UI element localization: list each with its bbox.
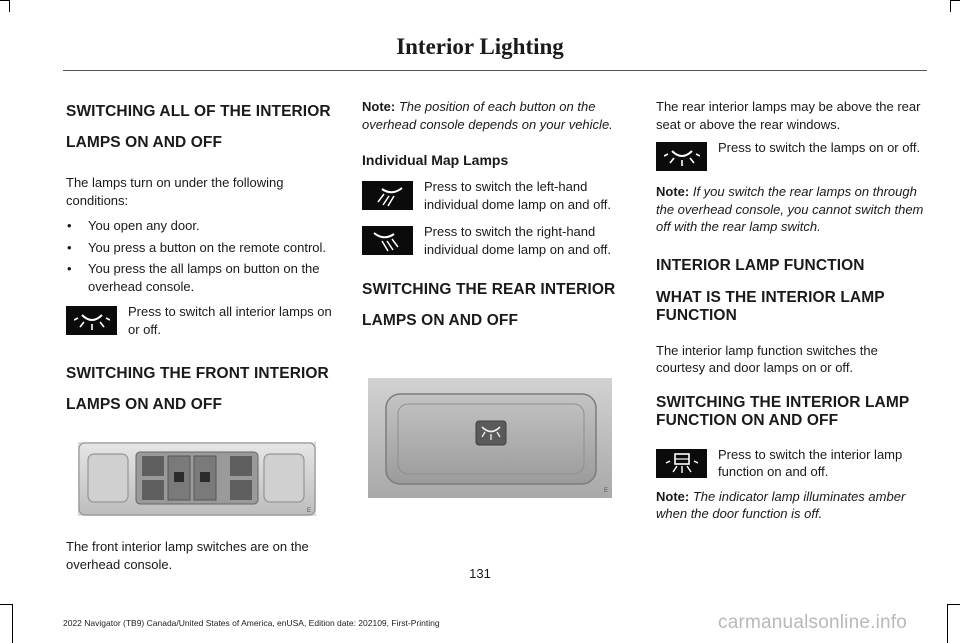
heading-line: LAMPS ON AND OFF — [66, 134, 223, 151]
column-left — [66, 96, 338, 573]
heading-line: SWITCHING THE INTERIOR LAMP — [656, 393, 910, 411]
right-map-lamp-row — [362, 223, 632, 258]
heading-interior-lamp-function: INTERIOR LAMP FUNCTION — [656, 256, 865, 274]
note-position — [362, 98, 632, 133]
note-label: Note: — [656, 184, 690, 199]
heading-line: FUNCTION — [656, 306, 737, 324]
intro-text: The lamps turn on under the following conditions: — [66, 175, 284, 208]
left-map-lamp-row — [362, 178, 632, 213]
page-number: 131 — [469, 566, 491, 581]
function-text: Press to switch the interior lamp function on and off. — [718, 446, 903, 479]
edition-footer: 2022 Navigator (TB9) Canada/United States of America, enUSA, Edition date: 202109, First-Printing — [63, 618, 440, 628]
list-item — [66, 260, 338, 295]
front-caption: The front interior lamp switches are on the overhead console. — [66, 539, 309, 572]
right-map-lamp-icon — [362, 226, 413, 255]
conditions-list — [66, 217, 338, 295]
heading-line: WHAT IS THE INTERIOR LAMP — [656, 288, 885, 306]
note-indicator — [656, 488, 930, 523]
heading-line: SWITCHING THE REAR INTERIOR — [362, 281, 616, 298]
crop-mark — [951, 0, 960, 1]
note-text: If you switch the rear lamps on through the overhead console, you cannot switch them off with the rear lamp switch. — [656, 184, 924, 234]
bullet-dot: • — [67, 218, 72, 233]
map-lamps-heading: Individual Map Lamps — [362, 152, 509, 168]
rear-console-photo — [368, 378, 612, 498]
heading-line: LAMPS ON AND OFF — [66, 396, 223, 413]
note-rear — [656, 183, 930, 236]
list-item — [66, 239, 338, 257]
left-map-lamp-icon — [362, 181, 413, 210]
bullet-dot: • — [67, 239, 72, 255]
list-item-text: You press a button on the remote control. — [88, 239, 327, 255]
page-title: Interior Lighting — [396, 34, 564, 59]
heading-switching-all — [66, 96, 338, 158]
list-item — [66, 217, 338, 235]
crop-mark — [9, 0, 10, 12]
crop-mark — [12, 604, 13, 643]
heading-line: LAMPS ON AND OFF — [362, 312, 519, 329]
function-row — [656, 446, 930, 481]
heading-line: SWITCHING THE FRONT INTERIOR — [66, 365, 329, 382]
right-map-lamp-text: Press to switch the right-hand individual dome lamp on and off. — [424, 224, 611, 257]
left-map-lamp-text: Press to switch the left-hand individual dome lamp on and off. — [424, 179, 611, 212]
column-middle — [362, 96, 632, 498]
heading-switching-function — [656, 394, 930, 430]
list-item-text: You open any door. — [88, 218, 200, 233]
rear-lamps-icon — [656, 142, 707, 171]
heading-line: SWITCHING ALL OF THE INTERIOR — [66, 103, 331, 120]
header-rule — [63, 70, 927, 71]
front-console-photo — [78, 442, 316, 516]
watermark: carmanualsonline.info — [718, 612, 908, 633]
image-ref-rear: E — [604, 488, 609, 494]
all-lamps-text: Press to switch all interior lamps on or off. — [128, 304, 332, 337]
heading-switching-front — [66, 358, 338, 420]
bullet-dot: • — [67, 261, 72, 276]
all-lamps-icon — [66, 306, 117, 335]
note-label: Note: — [362, 99, 396, 114]
image-ref-front: E — [307, 508, 312, 514]
crop-mark — [947, 604, 960, 605]
crop-mark — [0, 0, 9, 1]
rear-lamps-text: Press to switch the lamps on or off. — [718, 140, 921, 155]
heading-switching-rear — [362, 274, 632, 336]
note-text: The position of each button on the overhead console depends on your vehicle. — [362, 99, 613, 132]
note-text: The indicator lamp illuminates amber when the door function is off. — [656, 488, 906, 521]
rear-lamps-row — [656, 139, 930, 171]
heading-line: FUNCTION ON AND OFF — [656, 411, 839, 429]
crop-mark — [947, 604, 948, 643]
column-right — [656, 96, 930, 523]
list-item-text: You press the all lamps on button on the overhead console. — [88, 261, 320, 294]
rear-intro: The rear interior lamps may be above the rear seat or above the rear windows. — [656, 99, 921, 132]
door-lamp-function-icon — [656, 449, 707, 478]
crop-mark — [950, 0, 951, 12]
all-lamps-row — [66, 303, 338, 338]
what-text: The interior lamp function switches the courtesy and door lamps on or off. — [656, 342, 878, 375]
note-label: Note: — [656, 488, 690, 504]
heading-what-is — [656, 289, 930, 325]
